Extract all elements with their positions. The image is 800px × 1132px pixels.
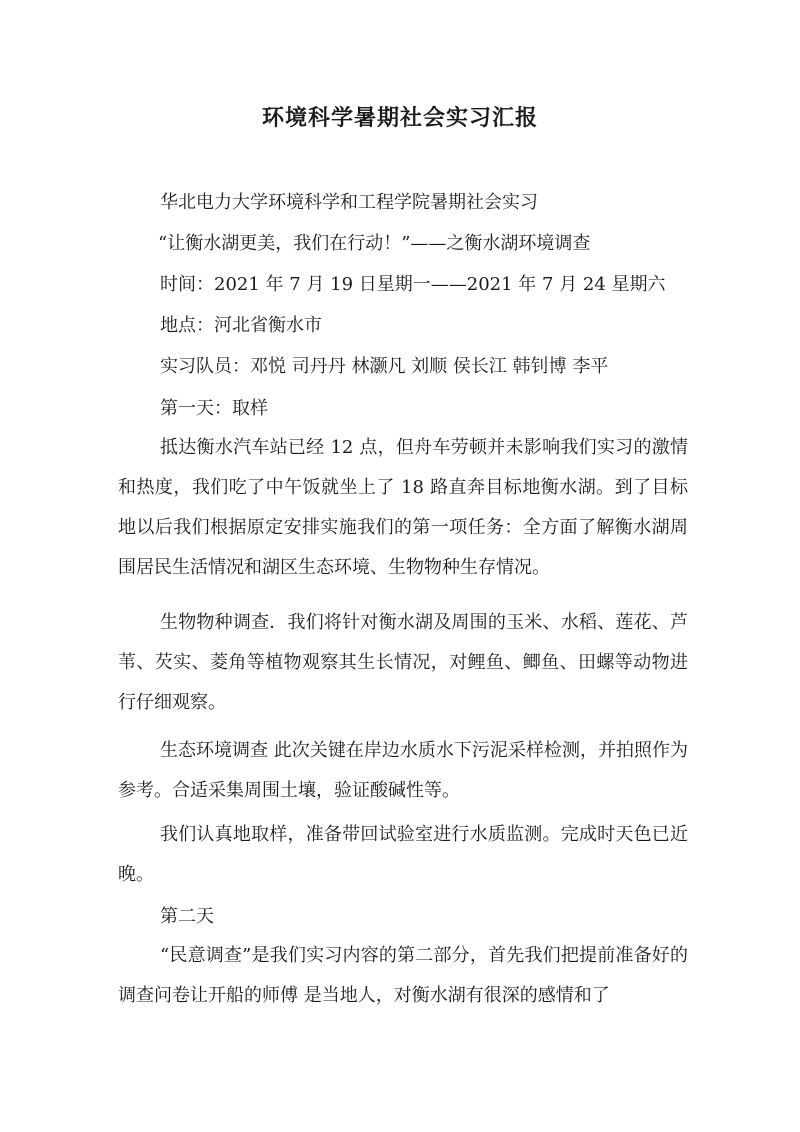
- day1-paragraph: 我们认真地取样，准备带回试验室进行水质监测。完成时天色已近晚。: [118, 824, 688, 885]
- document-title: 环境科学暑期社会实习汇报: [261, 105, 538, 131]
- day1-paragraph: 生态环境调查 此次关键在岸边水质水下污泥采样检测，并拍照作为参考。合适采集周围土壤，验证酸碱性等。: [118, 740, 688, 801]
- info-line-organizer: 华北电力大学环境科学和工程学院暑期社会实习: [160, 192, 538, 213]
- day1-heading: 第一天：取样: [160, 398, 268, 419]
- info-line-time: 时间：2021 年 7 月 19 日星期一——2021 年 7 月 24 星期六: [160, 274, 666, 295]
- info-line-location: 地点：河北省衡水市: [160, 315, 322, 336]
- day1-paragraph: 抵达衡水汽车站已经 12 点，但舟车劳顿并未影响我们实习的激情和热度，我们吃了中午饭就坐上了 18 路直奔目标地衡水湖。到了目标地以后我们根据原定安排实施我们的第一项任务：全方面了解衡水湖周围居民生活情况和湖区生态环境、生物物种生存情况。: [118, 437, 688, 578]
- day2-heading: 第二天: [160, 906, 214, 927]
- day1-paragraph: 生物物种调查．我们将针对衡水湖及周围的玉米、水稻、莲花、芦苇、芡实、菱角等植物观察其生长情况，对鲤鱼、鲫鱼、田螺等动物进行仔细观察。: [118, 612, 688, 713]
- day2-paragraph: “民意调查”是我们实习内容的第二部分，首先我们把提前准备好的调查问卷让开船的师傅 是当地人，对衡水湖有很深的感情和了: [118, 945, 688, 1006]
- info-line-members: 实习队员：邓悦 司丹丹 林灏凡 刘顺 侯长江 韩钊博 李平: [160, 356, 609, 377]
- info-line-subtitle: “让衡水湖更美，我们在行动！”——之衡水湖环境调查: [158, 233, 591, 254]
